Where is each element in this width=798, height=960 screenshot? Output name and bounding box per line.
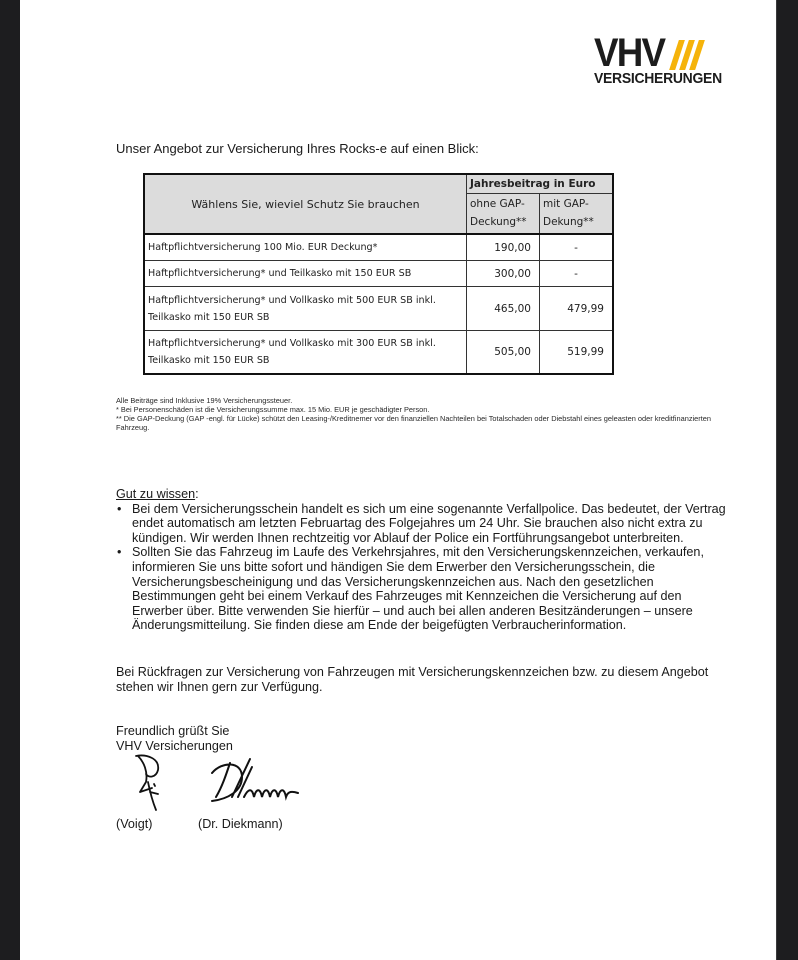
table-header-without-gap: ohne GAP-Deckung**	[467, 193, 540, 234]
signature-diekmann-icon	[208, 757, 308, 805]
footnote-personal-injury: * Bei Personenschäden ist die Versicherungssumme max. 15 Mio. EUR je geschädigter Person.	[116, 405, 430, 414]
closing-paragraph: Bei Rückfragen zur Versicherung von Fahrzeugen mit Versicherungskennzeichen bzw. zu diesem Angebot stehen wir Ihnen gern zur Verfügung.	[116, 665, 709, 694]
row-price-without-gap: 505,00	[467, 331, 540, 375]
signature-voigt-icon	[130, 752, 170, 812]
table-header-coverage: Wählens Sie, wieviel Schutz Sie brauchen	[144, 174, 467, 234]
table-row	[144, 331, 613, 375]
row-price-with-gap: -	[540, 234, 614, 261]
signer-voigt: (Voigt)	[116, 817, 153, 831]
greeting: Freundlich grüßt Sie	[116, 724, 230, 738]
bullet-icon: •	[117, 501, 122, 516]
viewer-left-margin	[0, 0, 21, 960]
good-to-know-section	[116, 487, 726, 633]
row-price-without-gap: 465,00	[467, 287, 540, 331]
footnote-gap-coverage: ** Die GAP-Deckung (GAP -engl. für Lücke) schützt den Leasing-/Kreditnemer vor den finanziellen Nachteilen bei Totalschaden oder Diebstahl eines geleasten oder kreditfinanzierten Fahrzeug.	[116, 414, 712, 432]
table-row	[144, 261, 613, 287]
logo-subtitle: VERSICHERUNGEN	[594, 70, 722, 87]
logo-stripes-icon	[670, 40, 700, 70]
row-price-with-gap: 519,99	[540, 331, 614, 375]
row-description: Haftpflichtversicherung* und Vollkasko mit 500 EUR SB inkl. Teilkasko mit 150 EUR SB	[144, 287, 467, 331]
footnote-tax: Alle Beiträge sind Inklusive 19% Versicherungssteuer.	[116, 396, 293, 405]
row-description: Haftpflichtversicherung* und Teilkasko mit 150 EUR SB	[144, 261, 467, 287]
row-price-without-gap: 300,00	[467, 261, 540, 287]
table-header-with-gap: mit GAP-Dekung**	[540, 193, 614, 234]
footnotes	[116, 396, 716, 432]
table-row	[144, 234, 613, 261]
viewer-right-margin	[776, 0, 798, 960]
logo-brand-text: VHV	[594, 31, 665, 75]
list-item-text: Sollten Sie das Fahrzeug im Laufe des Verkehrsjahres, mit den Versicherungskennzeichen, verkaufen, informieren Sie uns bitte sofort und händigen Sie dem Erwerber den Versicherungsschein, die Versicherungsbescheinigung und das Versicherungskennzeichen aus. Nach den gesetzlichen Bestimmungen geht bei einem Verkauf des Fahrzeuges mit Kennzeichen die Versicherung auf den Erwerber über. Bitte verwenden Sie hierfür – und auch bei allen anderen Besitzänderungen – unsere Änderungsmitteilung. Sie finden diese am Ende der beigefügten Verbraucherinformation.	[132, 545, 704, 633]
signer-diekmann: (Dr. Diekmann)	[198, 817, 283, 831]
row-description: Haftpflichtversicherung* und Vollkasko mit 300 EUR SB inkl. Teilkasko mit 150 EUR SB	[144, 331, 467, 375]
list-item-text: Bei dem Versicherungsschein handelt es sich um eine sogenannte Verfallpolice. Das bedeutet, der Vertrag endet automatisch am letzten Februartag des Folgejahres um 24 Uhr. Sie brauchen also nicht extra zu kündigen. Wir werden Ihnen rechtzeitig vor Ablauf der Police ein Fortführungsangebot unterbreiten.	[132, 501, 726, 545]
bullet-icon: •	[117, 545, 122, 560]
good-to-know-list	[116, 502, 726, 633]
list-item	[116, 502, 726, 546]
table-header-annual-premium: Jahresbeitrag in Euro	[467, 174, 614, 193]
row-description: Haftpflichtversicherung 100 Mio. EUR Deckung*	[144, 234, 467, 261]
company-name: VHV Versicherungen	[116, 739, 233, 753]
document-page	[20, 0, 776, 960]
row-price-without-gap: 190,00	[467, 234, 540, 261]
vhv-logo	[594, 31, 764, 87]
list-item	[116, 545, 726, 633]
offer-table	[143, 173, 614, 375]
signoff	[116, 724, 233, 754]
heading-colon: :	[195, 487, 199, 501]
table-row	[144, 287, 613, 331]
intro-text: Unser Angebot zur Versicherung Ihres Rocks-e auf einen Blick:	[116, 141, 479, 156]
good-to-know-heading: Gut zu wissen	[116, 487, 196, 501]
row-price-with-gap: -	[540, 261, 614, 287]
row-price-with-gap: 479,99	[540, 287, 614, 331]
